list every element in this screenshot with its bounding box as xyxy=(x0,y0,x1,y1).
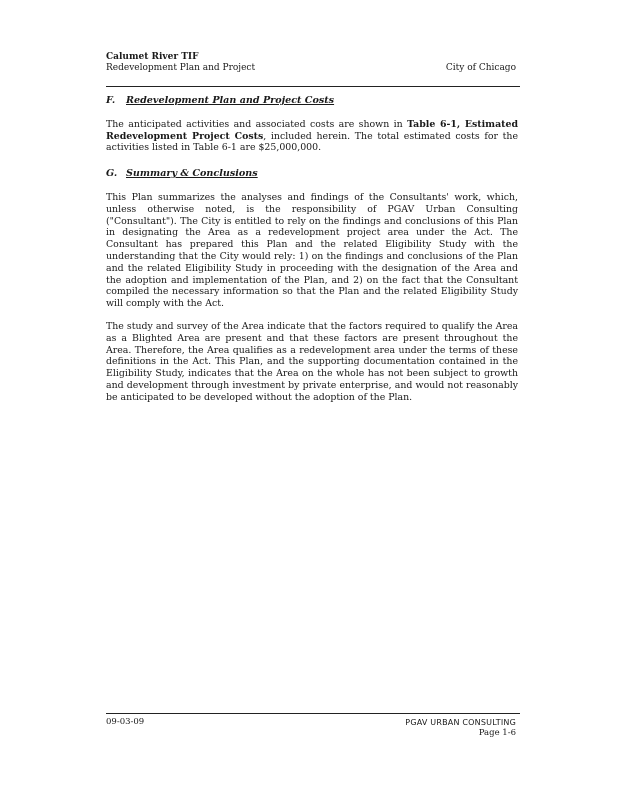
section-g-paragraph-2: The study and survey of the Area indicate that the factors required to qualify the Area as a Blighted Area are present and that these factors are present throughout the Area. Therefore, the Area qualifies as a redevelopment area under the terms of these definitions in the Act. This Plan, and the supporting documentation contained in the Eligibility Study, indicates that the Area on the whole has not been subject to growth and development through investment by private enterprise, and would not reasonably be anticipated to be developed without the adoption of the Plan. xyxy=(106,320,518,403)
section-f-text-3: are $25,000,000. xyxy=(236,142,322,154)
section-g-title: Summary & Conclusions xyxy=(126,168,258,180)
header-divider xyxy=(106,86,520,87)
footer-page-number: Page 1-6 xyxy=(478,728,516,738)
footer-date: 09-03-09 xyxy=(106,717,145,727)
section-g-paragraph-1: This Plan summarizes the analyses and findings of the Consultants' work, which, unless otherwise noted, is the responsibility of PGAV Urban Consulting ("Consultant"). The City is entitled to rely on the findings and conclusions of this Plan in designating the Area as a redevelopment project area under the Act. The Consultant has prepared this Plan and the related Eligibility Study with the understanding that the City would rely: 1) on the findings and conclusions of the Plan and the related Eligibility Study in proceeding with the designation of the Area and the adoption and implementation of the Plan, and 2) on the fact that the Consultant compiled the necessary information so that the Plan and the related Eligibility Study will comply with the Act. xyxy=(106,191,518,310)
page-footer xyxy=(106,717,516,739)
header-project-name: Calumet River TIF xyxy=(106,52,199,62)
section-g-letter: G. xyxy=(106,168,118,180)
section-g-heading xyxy=(106,168,518,180)
section-f-title: Redevelopment Plan and Project Costs xyxy=(126,95,335,106)
footer-firm-name: PGAV URBAN CONSULTING xyxy=(405,718,516,727)
section-f-letter: F. xyxy=(106,95,116,106)
header-city: City of Chicago xyxy=(445,63,516,73)
section-f-text-2: , included herein. The total estimated costs for the activities listed in xyxy=(106,130,518,154)
table-reference-short: Table 6-1 xyxy=(193,142,237,154)
page-content xyxy=(106,95,518,415)
header-doc-title: Redevelopment Plan and Project xyxy=(106,63,256,73)
footer-divider xyxy=(106,713,520,714)
section-f-paragraph xyxy=(106,119,518,154)
section-f-heading xyxy=(106,95,518,107)
table-reference-bold: Table 6-1, Estimated Redevelopment Project Costs xyxy=(106,118,519,142)
page-header xyxy=(106,52,516,74)
section-f-text-1: The anticipated activities and associated costs are shown in xyxy=(106,118,408,130)
